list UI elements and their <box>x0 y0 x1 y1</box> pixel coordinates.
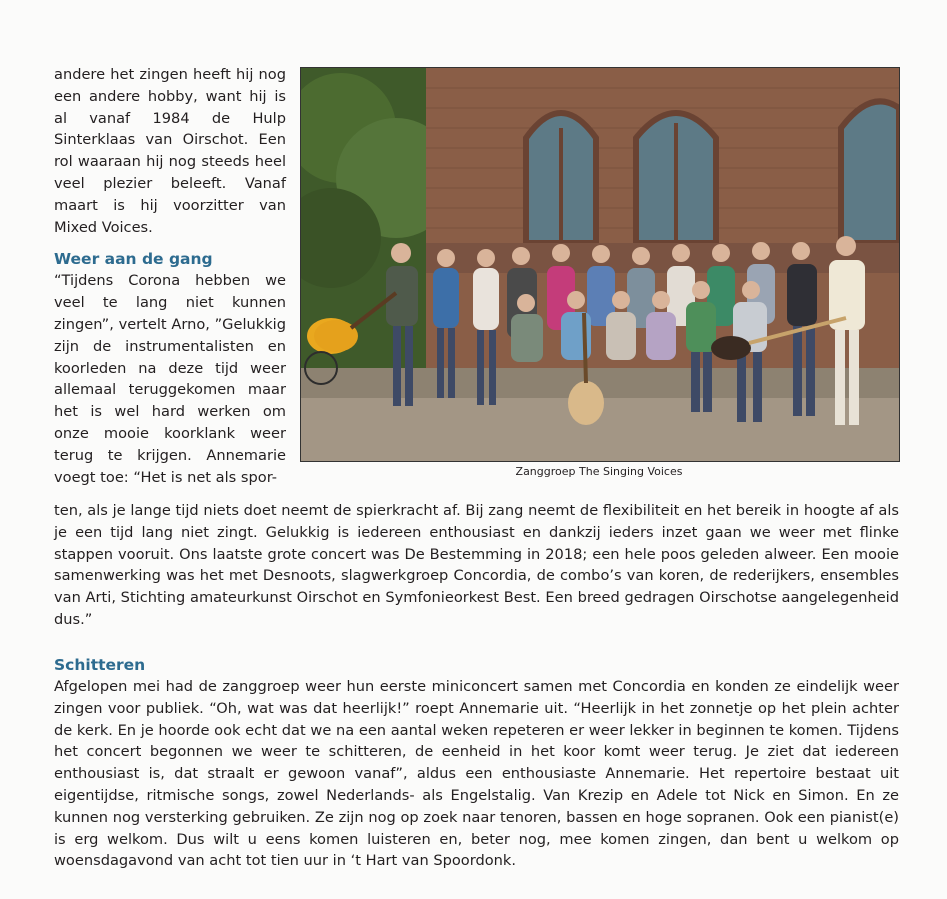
continued-paragraph: ten, als je lange tijd niets doet neemt de spierkracht af. Bij zang neemt de flexibiliteit en het bereik in hoogte af als je een tijd lang niet zingt. Gelukkig is iedereen enthousiast en dankzij ieders inzet gaan we weer met flinke stappen vooruit. Ons laatste grote concert was De Bestemming in 2018; een hele poos geleden alweer. Een mooie samenwerking was het met Desnoots, slagwerkgroep Concordia, de combo’s van koren, de rederijkers, ensembles van Arti, Stichting amateurkunst Oirschot en Symfonieorkest Best. Een breed gedragen Oirschotse aangelegenheid dus.” <box>54 502 899 628</box>
choir-group-photo <box>300 67 900 462</box>
section-schitteren <box>54 654 899 872</box>
intro-paragraph: andere het zingen heeft hij nog een andere hobby, want hij is al vanaf 1984 de Hulp Sinterklaas van Oirschot. Een rol waaraan hij nog steeds heel veel plezier beleeft. Vanaf maart is hij voorzitter van Mixed Voices. <box>54 66 286 236</box>
section-heading-schitteren: Schitteren <box>54 656 146 674</box>
section-paragraph: “Tijdens Corona hebben we veel te lang niet kunnen zingen”, vertelt Arno, ”Gelukkig zijn de instrumentalisten en koorleden na deze tijd weer allemaal teruggekomen maar het is wel hard werken om onze mooie koorklank weer terug te krijgen. Annemarie voegt toe: “Het is net als spor- <box>54 272 286 486</box>
left-text-column <box>54 64 286 488</box>
choir-photo-illustration <box>301 68 899 461</box>
schitteren-paragraph: Afgelopen mei had de zanggroep weer hun eerste miniconcert samen met Concordia en konden ze eindelijk weer zingen voor publiek. “Oh, wat was dat heerlijk!” roept Annemarie uit. “Heerlijk in het zonnetje op het plein achter de kerk. En je hoorde ook echt dat we na een aantal weken repeteren er weer lekker in beginnen te komen. Tijdens het concert begonnen we weer te schitteren, de eenheid in het koor komt weer terug. Je ziet dat iedereen enthousiast is, dat straalt er gewoon vanaf”, aldus een enthousiaste Annemarie. Het repertoire bestaat uit eigentijdse, ritmische songs, zowel Nederlands- als Engelstalig. Van Krezip en Adele tot Nick en Simon. En ze kunnen nog versterking gebruiken. Ze zijn nog op zoek naar tenoren, bassen en hoge sopranen. Ook een pianist(e) is erg welkom. Dus wilt u eens komen luisteren en, beter nog, mee komen zingen, dan bent u welkom op woensdagavond van acht tot tien uur in ‘t Hart van Spoordonk. <box>54 678 899 870</box>
continued-paragraph-block <box>54 500 899 631</box>
section-heading-weer-aan-de-gang: Weer aan de gang <box>54 250 213 269</box>
photo-caption: Zanggroep The Singing Voices <box>515 465 683 478</box>
